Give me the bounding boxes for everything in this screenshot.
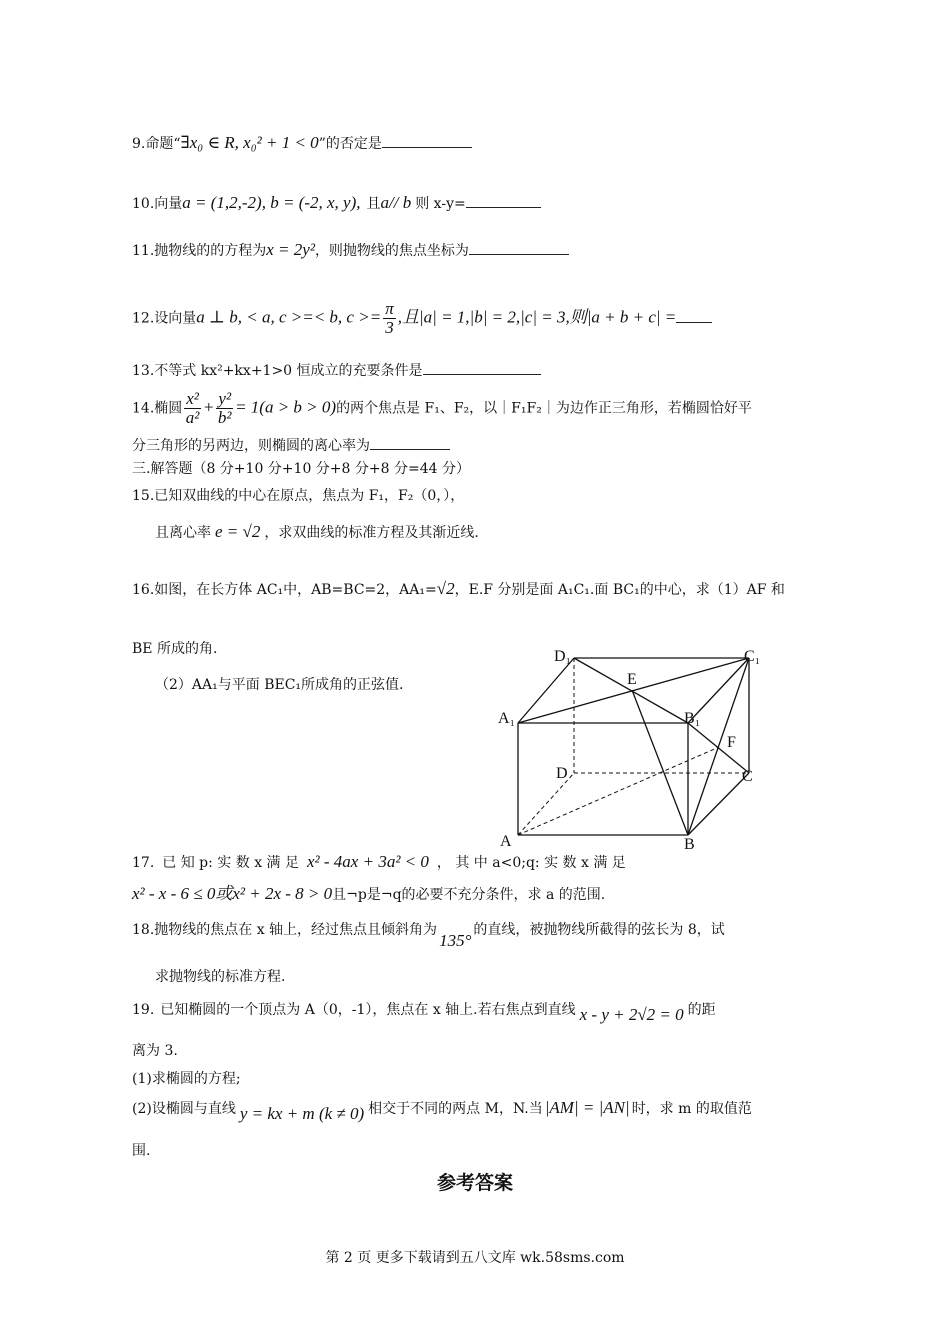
q11-parabola: x = 2y² [266,240,315,259]
question-18: 18.抛物线的焦点在 x 轴上，经过焦点且倾斜角为135°的直线，被抛物线所截得的弦长为 8，试 [132,922,725,950]
answer-blank[interactable] [382,147,472,148]
label-D: D [556,765,568,782]
question-19-cont: 离为 3. [132,1043,178,1059]
diag-B-C1 [688,658,749,835]
question-16-cont: BE 所成的角. [132,641,218,657]
q14-ellipse: = 1(a > b > 0) [235,397,337,417]
q15-eccentricity: e = √2 [215,522,261,541]
question-15: 15.已知双曲线的中心在原点，焦点为 F₁，F₂（0，）， [132,488,465,504]
answer-blank[interactable] [423,374,541,375]
q19-line-kx-m: y = kx + m (k ≠ 0) [239,1104,365,1123]
hidden-A-F [518,747,719,835]
question-9: 9.命题“∃x₀ ∈ R, x₀² + 1 < 0”的否定是 [132,134,472,153]
answer-blank[interactable] [469,254,569,255]
edge-B-C [688,773,749,835]
q12-pi-over-3: $\frac{\pi}{3}$ [385,299,394,337]
q16-sqrt2: √2 [436,579,455,598]
q19-am-an: |AM| = |AN| [544,1098,630,1117]
question-15-cont: 且离心率 e = √2 ，求双曲线的标准方程及其渐近线. [155,522,479,541]
label-C: C [742,768,753,785]
q12-norms: ,且|a| = 1,|b| = 2,|c| = 3,则|a + b + c| = [397,307,677,327]
q9-formula: ∃x₀ ∈ R, x₀² + 1 < 0 [180,133,319,152]
segment-B-E [632,690,688,835]
label-F: F [727,734,736,751]
q12-condition: a ⊥ b, < a, c >=< b, c >= [196,307,382,327]
q17-inequality-q: x² - x - 6 ≤ 0或x² + 2x - 8 > 0 [132,884,333,903]
label-D1: D₁ [554,648,572,665]
q17-inequality-p: x² - 4ax + 3a² < 0 [307,852,429,871]
label-A1: A₁ [498,710,516,727]
question-17-cont: x² - x - 6 ≤ 0或x² + 2x - 8 > 0且¬p是¬q的必要不充分条件，求 a 的范围. [132,884,606,903]
q10-vectors: a = (1,2,-2), b = (-2, x, y), [182,193,361,212]
question-16-part2: （2）AA₁与平面 BEC₁所成角的正弦值. [155,677,404,693]
cuboid-figure [490,640,780,855]
question-19: 19. 已知椭圆的一个顶点为 A（0，-1），焦点在 x 轴上.若右焦点到直线 x - y + 2√2 = 0 的距 [132,1002,716,1024]
page-footer: 第 2 页 更多下载请到五八文库 wk.58sms.com [325,1250,625,1266]
label-A: A [500,833,512,850]
hidden-A-D [518,773,574,835]
label-B1: B₁ [684,710,701,727]
label-C1: C₁ [744,648,761,665]
answer-blank[interactable] [466,207,541,208]
question-18-cont: 求抛物线的标准方程. [155,969,286,985]
answer-blank[interactable] [370,449,450,450]
question-19-part1: (1)求椭圆的方程; [132,1071,241,1087]
q19-line: x - y + 2√2 = 0 [579,1005,684,1024]
question-13: 13.不等式 kx²+kx+1>0 恒成立的充要条件是 [132,362,541,380]
question-19-cont2: 围. [132,1143,151,1159]
answer-title: 参考答案 [436,1172,513,1194]
question-10: 10.向量a = (1,2,-2), b = (-2, x, y), 且a// b 则 x-y= [132,194,541,213]
question-11: 11.抛物线的的方程为x = 2y²，则抛物线的焦点坐标为 [132,241,569,260]
question-14: 14.椭圆 $\frac{\text{x²}}{\text{a²}}$ + $\frac{\text{y²}}{\text{b²}}$ = 1(a > b > 0)的两个焦点是 F₁、F₂，以｜F₁F₂｜为边作正三角形，若椭圆恰好平 [132,389,752,427]
q18-angle: 135° [439,931,472,950]
question-19-part2: (2)设椭圆与直线 y = kx + m (k ≠ 0) 相交于不同的两点 M，N.当 |AM| = |AN| 时，求 m 的取值范 [132,1098,752,1123]
edge-A1-D1 [518,658,574,723]
q10-parallel: a// b [380,193,412,212]
label-B: B [684,836,695,853]
diag-D1-B1 [574,658,688,723]
diag-A1-C1 [518,658,749,723]
question-14-cont: 分三角形的另两边，则椭圆的离心率为 [132,437,450,455]
q14-frac-x: $\frac{\text{x²}}{\text{a²}}$ [185,389,200,427]
question-17: 17. 已 知 p: 实 数 x 满 足 x² - 4ax + 3a² < 0 ， 其 中 a<0;q: 实 数 x 满 足 [132,852,626,871]
q14-frac-y: $\frac{\text{y²}}{\text{b²}}$ [217,389,232,427]
answer-blank[interactable] [676,322,712,323]
label-E: E [627,671,637,688]
section-heading: 三.解答题（8 分+10 分+10 分+8 分+8 分=44 分） [132,461,470,477]
question-12: 12.设向量a ⊥ b, < a, c >=< b, c >= $\frac{\pi}{3}$ ,且|a| = 1,|b| = 2,|c| = 3,则|a + b + c| = [132,300,712,337]
question-16: 16.如图，在长方体 AC₁中，AB=BC=2，AA₁=√2，E.F 分别是面 A₁C₁.面 BC₁的中心，求（1）AF 和 [132,579,785,598]
